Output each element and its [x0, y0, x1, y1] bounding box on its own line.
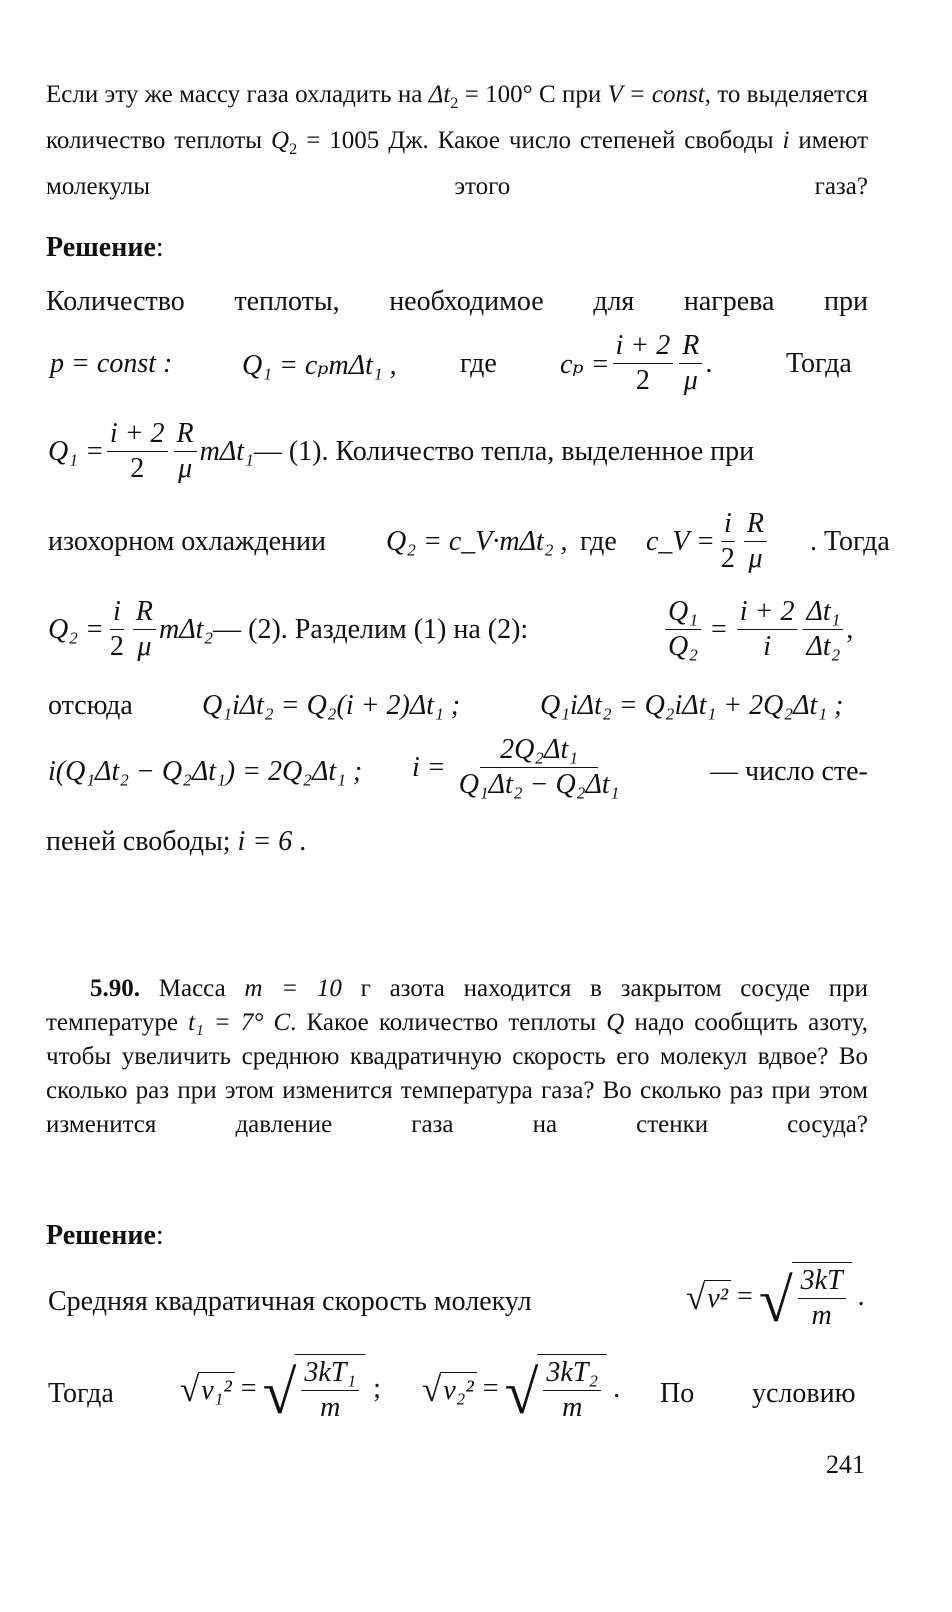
- solution1-line1: Количество теплоты, необходимое для нагрева при: [46, 286, 868, 317]
- solution1-eq2-line: Q₂ = $\frac{i}{2}$ $\frac{R}{\mu}$ mΔt₂ — (2). Разделим (1) на (2): $\frac{\text{Q₁}}{\text{Q₂}}$ = $\frac{i + 2}{i}$ $\frac{\text{Δt₁}}{\text{Δt₂}}$ ,: [48, 596, 854, 663]
- problem-number: 5.90.: [90, 975, 140, 1002]
- solution-heading-2: Решение:: [46, 1220, 164, 1251]
- solution-heading-1: Решение:: [46, 232, 164, 263]
- solution1-result-line: пеней свободы; i = 6 .: [46, 826, 307, 857]
- solution2-then-line: Тогда √ v₁² = √ $\frac{\text{3kT₁}}{m}$ ; √ v₂² = √ $\frac{\text{3kT₂}}{m}$ . По условию: [46, 1354, 868, 1454]
- solution2-speed-line: Средняя квадратичная скорость молекул √ v² = √ $\frac{3kT}{m}$ .: [46, 1262, 868, 1362]
- solution1-cv-line: изохорном охлаждении Q₂ = c_V·mΔt₂ , где c_V = $\frac{i}{2}$ $\frac{R}{\mu}$ . Тогда: [48, 508, 890, 575]
- problem-5-90: 5.90. Масса m = 10 г азота находится в закрытом сосуде при температуре t₁ = 7° С. Какое количество теплоты Q надо сообщить азоту, чтобы увеличить среднюю квадратичную скорость его молекул вдвое? Во сколько раз при этом изменится температура газа? Во сколько раз при этом изменится давление газа на стенки сосуда?: [46, 975, 869, 1138]
- page-number: 241: [826, 1450, 865, 1479]
- intro-paragraph: Если эту же массу газа охладить на $\Delta t_2 = 100^\circ$ С при V = const, то выделяется количество теплоты $Q_2 = 1005$ Дж. Какое число степеней свободы i имеют молекулы этого газа?: [46, 81, 868, 200]
- solution1-eq1-line: Q₁ = $\frac{i + 2}{2}$ $\frac{R}{\mu}$ mΔt₁ — (1). Количество тепла, выделенное при: [48, 418, 755, 485]
- solution1-hence-line: отсюда Q₁iΔt₂ = Q₂(i + 2)Δt₁ ; Q₁iΔt₂ = Q₂iΔt₁ + 2Q₂Δt₁ ;: [48, 690, 844, 721]
- solution1-cp-line: p = const : Q₁ = cₚmΔt₁ , где cₚ = $\frac{i + 2}{2}$ $\frac{R}{\mu}$ . Тогда: [50, 330, 852, 397]
- delta-t2: Δt: [428, 81, 451, 108]
- v-const: V = const: [607, 81, 705, 108]
- solution1-i-line: i(Q₁Δt₂ − Q₂Δt₁) = 2Q₂Δt₁ ; i = $\frac{\text{2Q₂Δt₁}}{\text{Q₁Δt₂ − Q₂Δt₁}}$ — число сте-: [48, 734, 868, 801]
